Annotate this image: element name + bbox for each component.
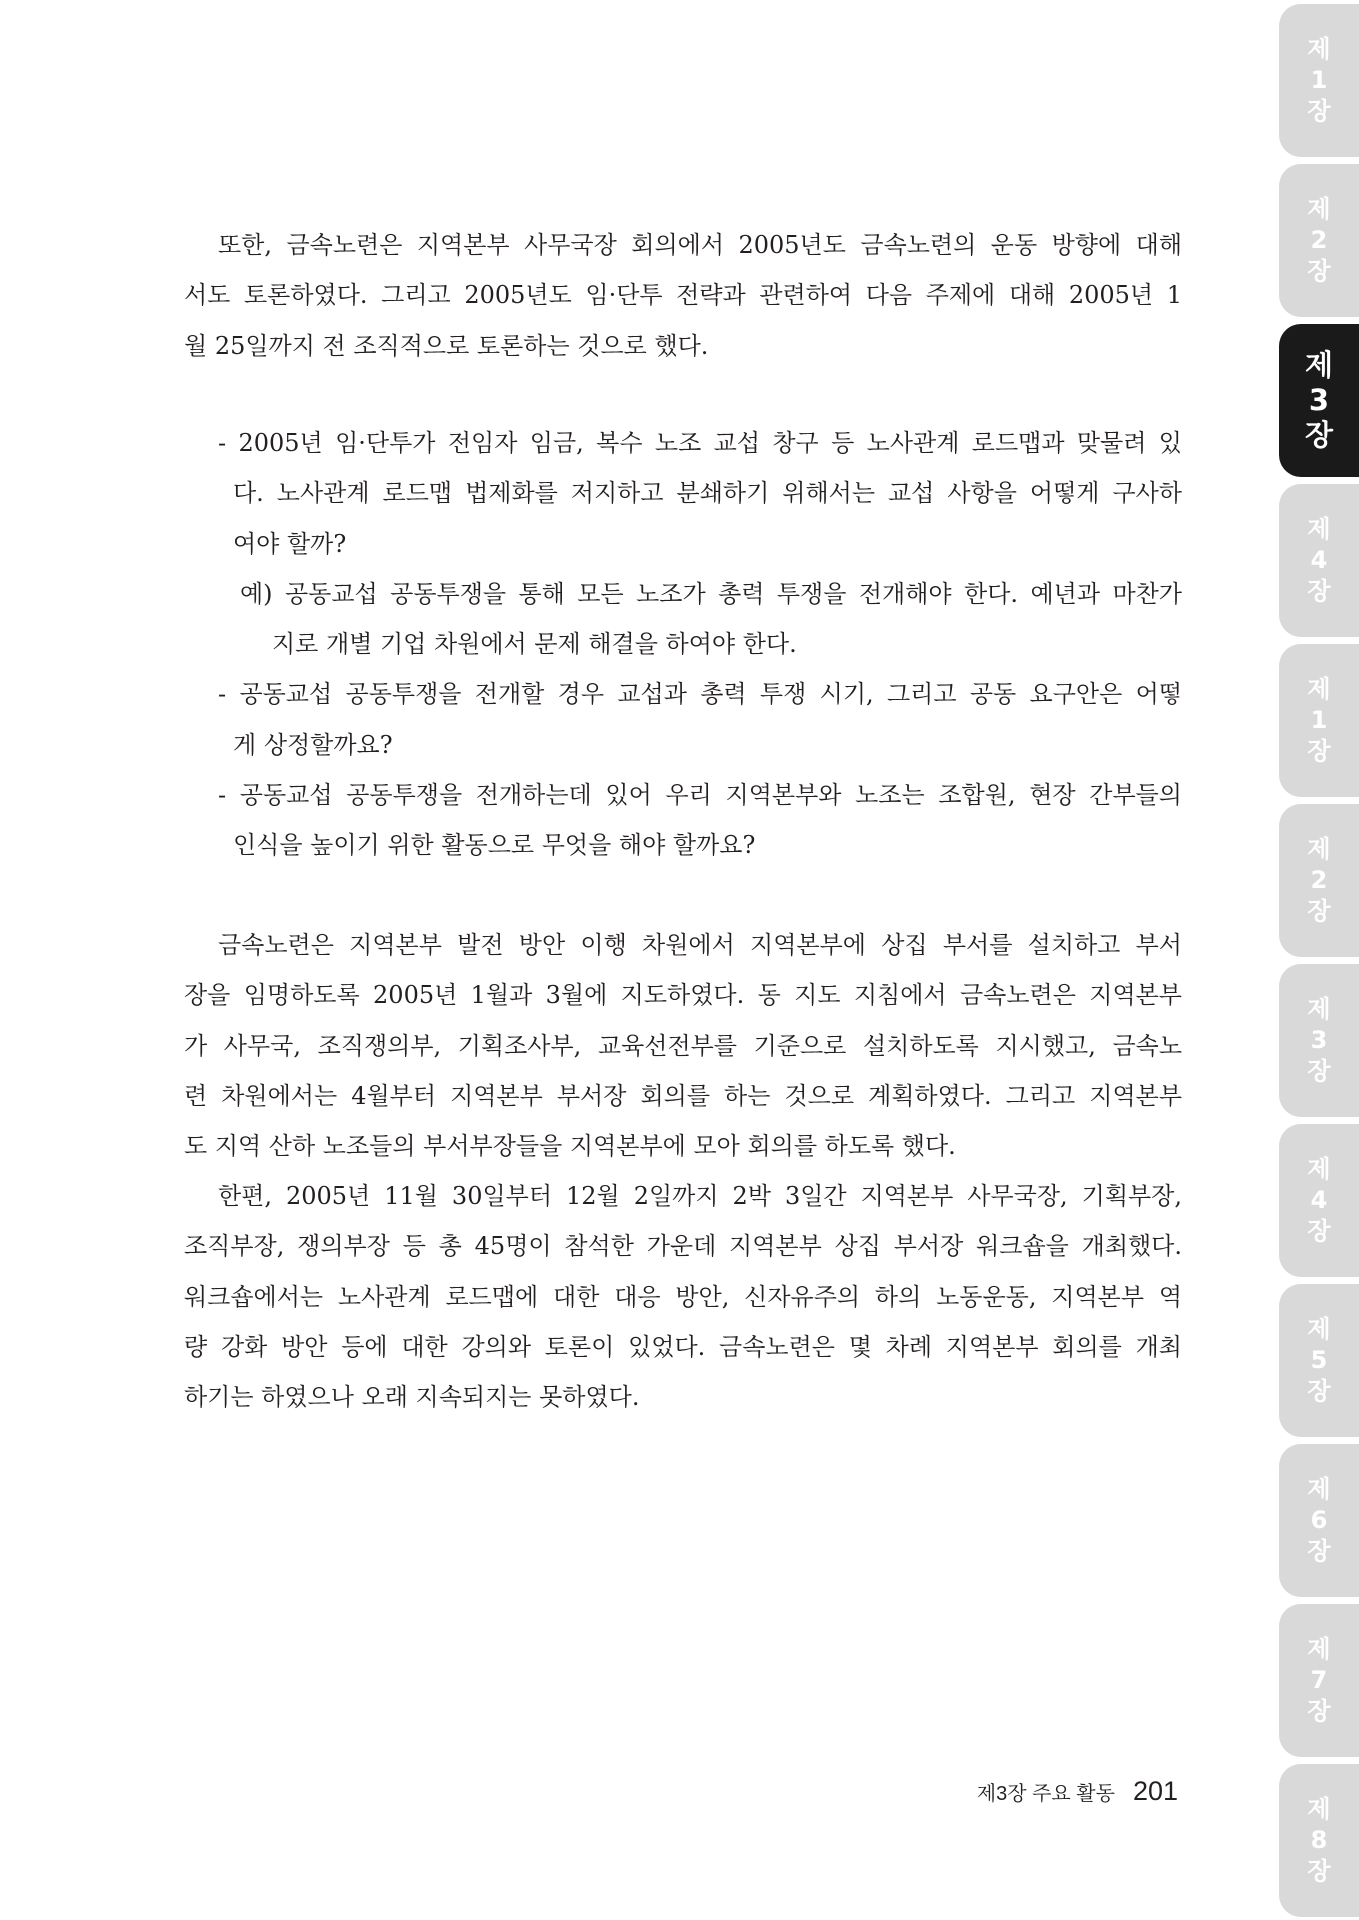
list-item <box>184 669 1182 770</box>
text-line: 장을 임명하도록 2005년 1월과 3월에 지도하였다. 동 지도 지침에서 금속노련은 지역본부 <box>184 981 1182 1010</box>
text-line: 인식을 높이기 위한 활동으로 무엇을 해야 할까요? <box>233 831 756 860</box>
text-line: 월 25일까지 전 조직적으로 토론하는 것으로 했다. <box>184 331 709 360</box>
text-line: 지로 개별 기업 차원에서 문제 해결을 하여야 한다. <box>272 630 797 659</box>
tab-label-char: 2 <box>1310 866 1328 894</box>
text-line: 한편, 2005년 11월 30일부터 12월 2일까지 2박 3일간 지역본부 사무국장, 기획부장, <box>218 1182 1182 1210</box>
tab-label-char: 장 <box>1307 97 1331 125</box>
tab-label-char: 제 <box>1307 675 1331 703</box>
tab-label-char: 제 <box>1307 1475 1331 1503</box>
tab-label-char: 2 <box>1310 226 1328 254</box>
list-item <box>184 418 1182 669</box>
tab-label-char: 1 <box>1310 706 1328 734</box>
tab-label-char: 제 <box>1307 835 1331 863</box>
chapter-index-tab <box>1279 324 1359 477</box>
chapter-index-tab <box>1279 644 1359 797</box>
text-line: 여야 할까? <box>233 529 347 558</box>
tab-label-char: 장 <box>1304 418 1333 452</box>
tab-label-char: 제 <box>1307 1315 1331 1343</box>
text-line: 예) 공동교섭 공동투쟁을 통해 모든 노조가 총력 투쟁을 전개해야 한다. 예년과 마찬가 <box>240 579 1182 608</box>
tab-label-char: 장 <box>1307 577 1331 605</box>
example-answer <box>184 569 1182 670</box>
text-line: 다. 노사관계 로드맵 법제화를 저지하고 분쇄하기 위해서는 교섭 사항을 어떻게 구사하 <box>233 479 1182 508</box>
text-line: 게 상정할까요? <box>233 730 393 759</box>
tab-label-char: 장 <box>1307 1057 1331 1085</box>
tab-label-char: 4 <box>1310 546 1328 574</box>
chapter-index-tab <box>1279 164 1359 317</box>
text-line: 조직부장, 쟁의부장 등 총 45명이 참석한 가운데 지역본부 상집 부서장 워크숍을 개최했다. <box>184 1232 1182 1261</box>
text-line: 금속노련은 지역본부 발전 방안 이행 차원에서 지역본부에 상집 부서를 설치하고 부서 <box>218 931 1182 959</box>
tab-label-char: 제 <box>1307 1635 1331 1663</box>
tab-label-char: 장 <box>1307 897 1331 925</box>
page-footer <box>977 1776 1178 1807</box>
tab-label-char: 장 <box>1307 737 1331 765</box>
chapter-index-tab <box>1279 4 1359 157</box>
tab-label-char: 장 <box>1307 1537 1331 1565</box>
tab-label-char: 제 <box>1304 348 1333 382</box>
text-line: 서도 토론하였다. 그리고 2005년도 임·단투 전략과 관련하여 다음 주제에 대해 2005년 1 <box>184 281 1182 310</box>
chapter-index-tab <box>1279 964 1359 1117</box>
text-line: 도 지역 산하 노조들의 부서부장들을 지역본부에 모아 회의를 하도록 했다. <box>184 1132 956 1161</box>
text-line: 또한, 금속노련은 지역본부 사무국장 회의에서 2005년도 금속노련의 운동 방향에 대해 <box>218 231 1182 259</box>
text-line: - 공동교섭 공동투쟁을 전개할 경우 교섭과 총력 투쟁 시기, 그리고 공동 요구안은 어떻 <box>218 680 1182 709</box>
tab-label-char: 4 <box>1310 1186 1328 1214</box>
tab-label-char: 8 <box>1310 1826 1328 1854</box>
tab-label-char: 3 <box>1308 383 1330 417</box>
chapter-index-tab <box>1279 1764 1359 1917</box>
tab-label-char: 6 <box>1310 1506 1328 1534</box>
chapter-index-tab <box>1279 1284 1359 1437</box>
paragraph-1 <box>184 220 1182 371</box>
tab-label-char: 제 <box>1307 35 1331 63</box>
tab-label-char: 7 <box>1310 1666 1328 1694</box>
tab-label-char: 장 <box>1307 1377 1331 1405</box>
page-number: 201 <box>1132 1776 1178 1806</box>
text-line: 량 강화 방안 등에 대한 강의와 토론이 있었다. 금속노련은 몇 차례 지역본부 회의를 개최 <box>184 1332 1182 1361</box>
text-line: 하기는 하였으나 오래 지속되지는 못하였다. <box>184 1383 640 1412</box>
tab-label-char: 제 <box>1307 995 1331 1023</box>
tab-label-char: 3 <box>1310 1026 1328 1054</box>
tab-label-char: 장 <box>1307 1857 1331 1885</box>
tab-label-char: 제 <box>1307 1795 1331 1823</box>
tab-label-char: 장 <box>1307 257 1331 285</box>
chapter-index-tab <box>1279 484 1359 637</box>
chapter-index-tab <box>1279 1604 1359 1757</box>
tab-label-char: 장 <box>1307 1697 1331 1725</box>
chapter-index-tab <box>1279 804 1359 957</box>
text-line: 련 차원에서는 4월부터 지역본부 부서장 회의를 하는 것으로 계획하였다. 그리고 지역본부 <box>184 1081 1182 1110</box>
tab-label-char: 제 <box>1307 515 1331 543</box>
tab-label-char: 5 <box>1310 1346 1328 1374</box>
chapter-index-tab <box>1279 1124 1359 1277</box>
paragraph-3 <box>184 1171 1182 1422</box>
text-line: 가 사무국, 조직쟁의부, 기획조사부, 교육선전부를 기준으로 설치하도록 지시했고, 금속노 <box>184 1031 1182 1060</box>
tab-label-char: 제 <box>1307 195 1331 223</box>
tab-label-char: 장 <box>1307 1217 1331 1245</box>
discussion-topics-list <box>184 418 1182 871</box>
paragraph-2 <box>184 920 1182 1171</box>
text-line: 워크숍에서는 노사관계 로드맵에 대한 대응 방안, 신자유주의 하의 노동운동, 지역본부 역 <box>184 1282 1182 1311</box>
tab-label-char: 1 <box>1310 66 1328 94</box>
list-item <box>184 770 1182 871</box>
text-line: - 2005년 임·단투가 전임자 임금, 복수 노조 교섭 창구 등 노사관계 로드맵과 맞물려 있 <box>218 429 1182 457</box>
chapter-index-tab <box>1279 1444 1359 1597</box>
tab-label-char: 제 <box>1307 1155 1331 1183</box>
running-chapter-title: 제3장 주요 활동 <box>976 1783 1115 1805</box>
text-line: - 공동교섭 공동투쟁을 전개하는데 있어 우리 지역본부와 노조는 조합원, 현장 간부들의 <box>218 781 1182 810</box>
